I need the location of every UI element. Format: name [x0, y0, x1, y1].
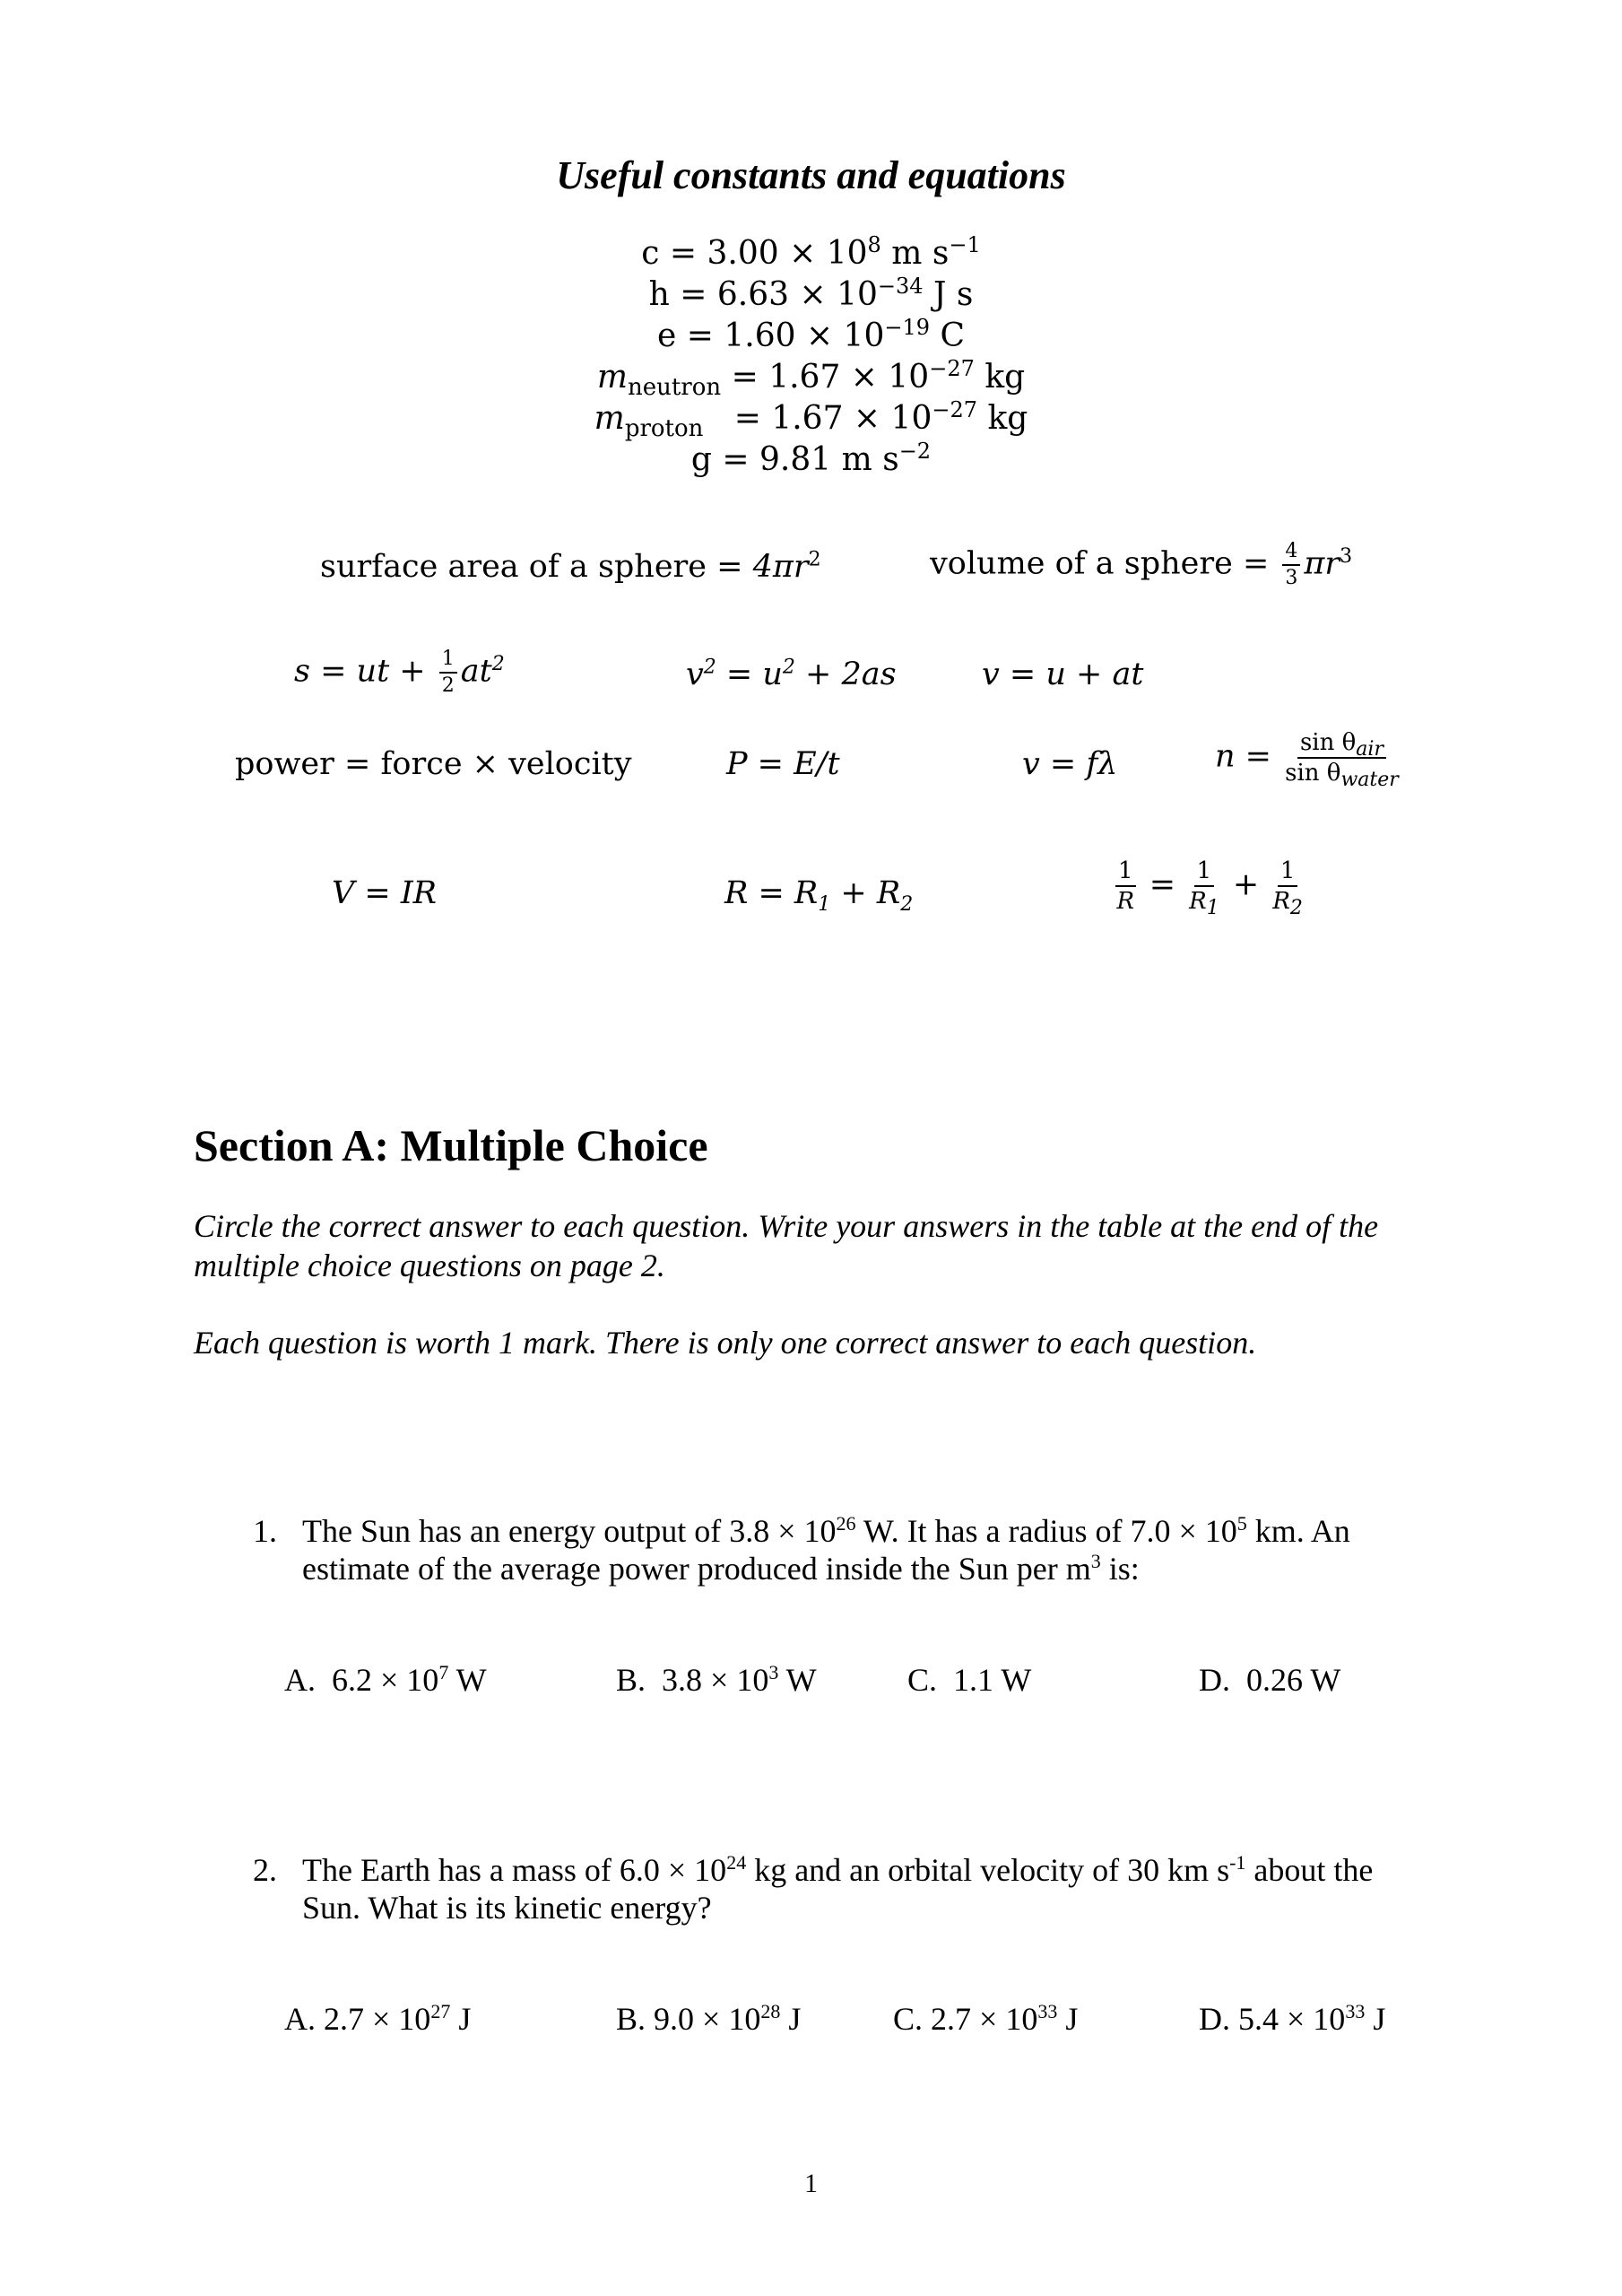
question-2-option-d[interactable]: D. $5.4 \times 10^{33}$ J [1199, 2000, 1386, 2037]
question-1-number: 1. [253, 1513, 277, 1549]
equation-sphere-surface-area: surface area of a sphere = $4\pi r^2$ [320, 548, 821, 585]
question-2-number: 2. [253, 1852, 277, 1888]
constant-electron-charge: $e = 1.60 \times 10^{-19}$ C [656, 315, 966, 354]
instruction-line-1: Circle the correct answer to each question. Write your answers in the table at the end of the [194, 1208, 1379, 1244]
equation-ohms-law: V = IR [332, 875, 438, 911]
equation-velocity-squared: $v^2 = u^2 + 2as$ [686, 656, 897, 692]
equation-series-resistance: $R = R_1 + R_2$ [724, 875, 914, 916]
question-1-option-d[interactable]: D. 0.26 W [1199, 1662, 1341, 1698]
question-2-option-b[interactable]: B. $9.0 \times 10^{28}$ J [616, 2000, 802, 2037]
equation-sphere-volume: volume of a sphere = $\frac{4}{3}$ $\pi r^3$ [930, 540, 1353, 589]
equation-displacement: s = ut + $\frac{1}{2}$ $at^2$ [294, 648, 505, 697]
constant-gravity: g = 9.81 m $s^{-2}$ [690, 439, 932, 478]
page-number: 1 [804, 2169, 818, 2198]
question-2-text-line-2: Sun. What is its kinetic energy? [302, 1890, 712, 1926]
question-1-text-line-2: estimate of the average power produced inside the Sun per $m^3$ is: [302, 1550, 1140, 1587]
question-2-option-a[interactable]: A. $2.7 \times 10^{27}$ J [284, 2000, 472, 2037]
equation-refractive-index: n = $\frac{\sin \theta_{air}}{\sin \theta_{water}}$ [1215, 729, 1399, 792]
constant-planck: $h = 6.63 \times 10^{-34}$ J s [648, 274, 974, 313]
question-2-text-line-1: The Earth has a mass of $6.0 \times 10^{24}$ kg and an orbital velocity of 30 km $s^{-1}$ about the [302, 1851, 1374, 1888]
equation-parallel-resistance: $\frac{1}{R}$ = $\frac{1}{R_1}$ + $\frac{1}{R_2}$ [1116, 857, 1303, 920]
equation-power-energy: P = E/t [726, 746, 840, 782]
equation-velocity: v = u + at [982, 657, 1144, 692]
page-title: Useful constants and equations [556, 153, 1066, 197]
constant-neutron-mass: $m_{neutron} = 1.67 \times 10^{-27}$ kg [596, 356, 1026, 402]
constant-proton-mass: $m_{proton} = 1.67 \times 10^{-27}$ kg [594, 397, 1028, 443]
equation-power-force: power = force × velocity [235, 746, 632, 782]
question-2-option-c[interactable]: C. $2.7 \times 10^{33}$ J [893, 2000, 1079, 2037]
question-1-option-b[interactable]: B. $3.8 \times 10^3$ W [616, 1661, 817, 1698]
instruction-marks: Each question is worth 1 mark. There is only one correct answer to each question. [194, 1325, 1257, 1361]
instruction-line-2: multiple choice questions on page 2. [194, 1248, 665, 1283]
question-1-option-a[interactable]: A. $6.2 \times 10^7$ W [284, 1661, 487, 1698]
equation-wave-speed: v = fλ [1022, 746, 1118, 782]
question-1-text-line-1: The Sun has an energy output of $3.8 \times 10^{26}$ W. It has a radius of $7.0 \times 10^5$ km. An [302, 1512, 1350, 1549]
constant-speed-of-light: $c = 3.00 \times 10^8$ m $s^{-1}$ [641, 232, 981, 272]
question-1-option-c[interactable]: C. 1.1 W [907, 1662, 1032, 1698]
section-heading: Section A: Multiple Choice [194, 1120, 708, 1170]
